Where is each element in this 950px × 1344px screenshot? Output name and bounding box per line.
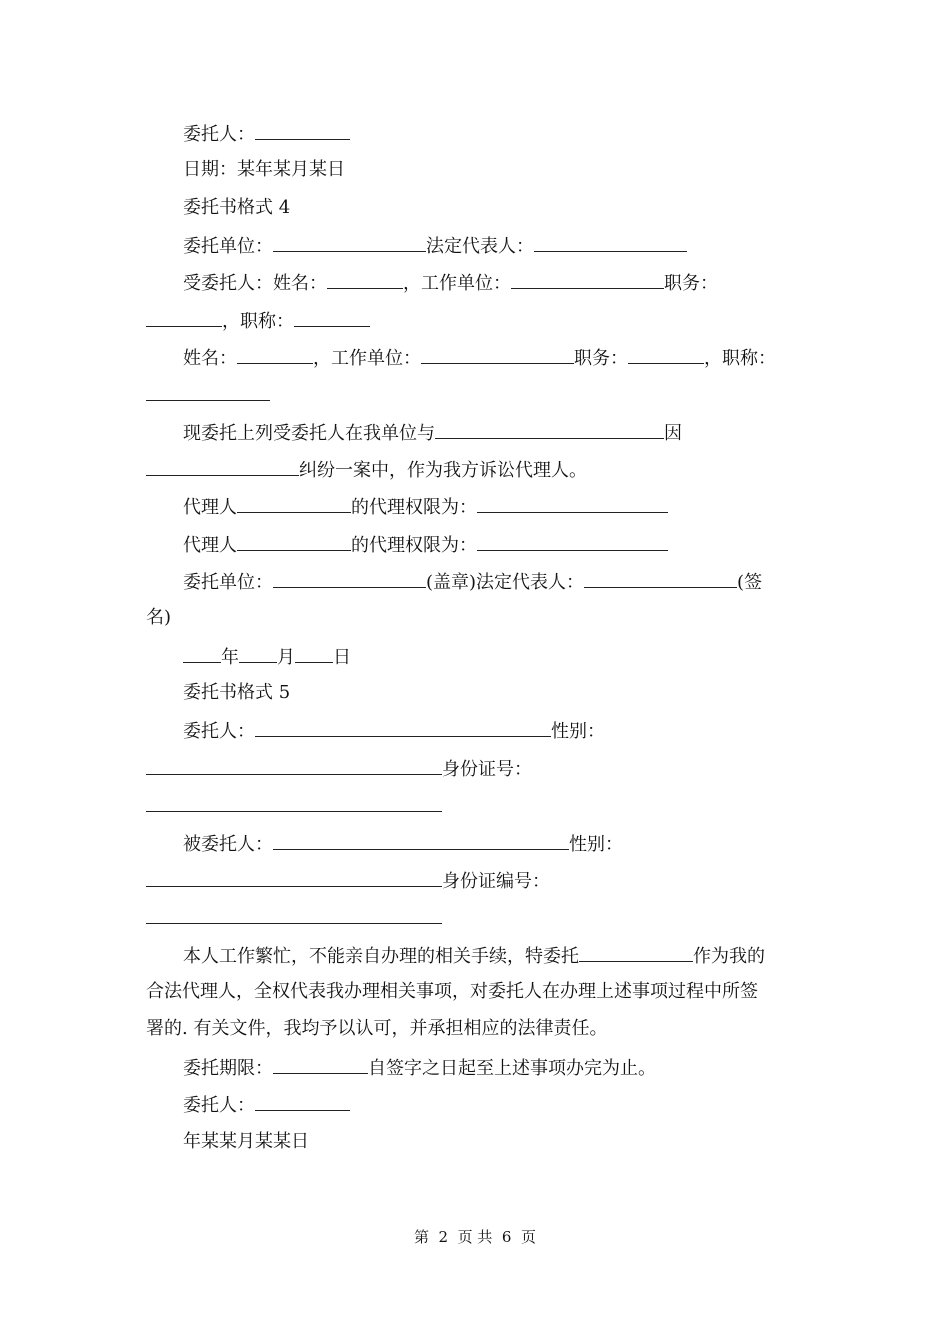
agent-blank	[237, 532, 351, 551]
unit-blank	[273, 569, 426, 588]
term-label: 委托期限：	[183, 1058, 273, 1079]
agent2-workplace-blank	[421, 345, 574, 364]
doc-line-trustee-id-cont	[146, 905, 442, 931]
agent-title-blank	[294, 308, 370, 327]
trustee-label: 被委托人：	[183, 834, 273, 855]
doc-line-seal-signature-cont: 名)	[146, 607, 172, 628]
authority-blank	[477, 532, 668, 551]
dispute-text: 纠纷一案中，作为我方诉讼代理人。	[299, 460, 587, 481]
doc-line-statement-1	[183, 943, 765, 969]
agent-title-label: ，职称：	[222, 311, 294, 332]
seal-representative-label: (盖章)法定代表人：	[426, 572, 585, 593]
principal-label: 委托人：	[183, 1095, 255, 1116]
doc-line-seal-signature	[183, 569, 762, 595]
doc-line-trustee-id	[146, 868, 550, 894]
year-label: 年	[221, 647, 239, 668]
agent-workplace-blank	[511, 270, 664, 289]
doc-line-principal-gender	[183, 718, 605, 744]
agent2-name-label: 姓名：	[183, 348, 237, 369]
statement-text: 本人工作繁忙，不能亲自办理的相关手续，特委托	[183, 946, 579, 967]
doc-line-agent-authority-1	[183, 494, 668, 520]
agent2-name-blank	[237, 345, 313, 364]
representative-label: 法定代表人：	[426, 236, 534, 257]
doc-line-agent-1-cont	[146, 308, 370, 334]
representative-blank	[534, 233, 687, 252]
principal-blank	[255, 718, 551, 737]
agent-label: 代理人	[183, 497, 237, 518]
trustee-blank	[273, 831, 569, 850]
agent-position-blank	[146, 308, 222, 327]
agent2-title-blank	[146, 382, 270, 401]
doc-line-trustee-gender	[183, 831, 623, 857]
representative-blank	[584, 569, 737, 588]
month-label: 月	[277, 647, 295, 668]
entrust-text: 现委托上列受委托人在我单位与	[183, 423, 435, 444]
authority-label: 的代理权限为：	[351, 535, 477, 556]
agent2-title-label: ，职称：	[704, 348, 776, 369]
doc-line-entrust	[183, 420, 682, 446]
authority-blank	[477, 494, 668, 513]
year-blank	[183, 644, 221, 663]
month-blank	[239, 644, 277, 663]
id-label: 身份证号：	[442, 759, 532, 780]
id-number-blank	[146, 905, 442, 924]
id-number-label: 身份证编号：	[442, 871, 550, 892]
term-blank	[273, 1055, 368, 1074]
gender-blank	[146, 756, 442, 775]
agent2-position-blank	[628, 345, 704, 364]
doc-line-principal-sign	[183, 1092, 350, 1118]
unit-blank	[273, 233, 426, 252]
gender-label: 性别：	[551, 721, 605, 742]
doc-line-agent-authority-2	[183, 532, 668, 558]
agent-name-label: 受委托人：姓名：	[183, 273, 327, 294]
principal-label: 委托人：	[183, 124, 255, 145]
agent-name-blank	[327, 270, 403, 289]
agent-position-label: 职务：	[664, 273, 718, 294]
doc-line-principal	[183, 121, 350, 147]
agent-blank	[237, 494, 351, 513]
doc-line-statement-3: 署的. 有关文件，我均予以认可，并承担相应的法律责任。	[146, 1018, 608, 1039]
agent2-workplace-label: ，工作单位：	[313, 348, 421, 369]
doc-line-date: 日期：某年某月某日	[183, 159, 345, 180]
principal-blank	[255, 121, 350, 140]
agent-workplace-label: ，工作单位：	[403, 273, 511, 294]
doc-line-entrust-cont	[146, 457, 587, 483]
agent2-position-label: 职务：	[574, 348, 628, 369]
doc-line-unit-representative	[183, 233, 687, 259]
doc-line-agent-2-cont	[146, 382, 270, 408]
doc-line-final-date: 年某某月某某日	[183, 1131, 309, 1152]
doc-line-principal-id	[146, 756, 532, 782]
principal-label: 委托人：	[183, 721, 255, 742]
principal-blank	[255, 1092, 350, 1111]
entrusted-person-blank	[579, 943, 693, 962]
page-footer: 第 2 页 共 6 页	[414, 1228, 536, 1246]
doc-line-principal-id-cont	[146, 793, 442, 819]
doc-line-term	[183, 1055, 656, 1081]
statement-as-my: 作为我的	[693, 946, 765, 967]
doc-line-agent-2	[183, 345, 776, 371]
dispute-blank	[146, 457, 299, 476]
section-heading-format-4: 委托书格式 4	[183, 197, 291, 218]
authority-label: 的代理权限为：	[351, 497, 477, 518]
day-label: 日	[333, 647, 351, 668]
section-heading-format-5: 委托书格式 5	[183, 682, 291, 703]
entrust-party-blank	[435, 420, 664, 439]
unit-label: 委托单位：	[183, 236, 273, 257]
doc-line-agent-1	[183, 270, 718, 296]
gender-label: 性别：	[569, 834, 623, 855]
day-blank	[295, 644, 333, 663]
doc-line-date-blanks	[183, 644, 351, 670]
signature-open: (签	[737, 572, 763, 593]
entrust-because: 因	[664, 423, 682, 444]
agent-label: 代理人	[183, 535, 237, 556]
unit-label: 委托单位：	[183, 572, 273, 593]
gender-blank	[146, 868, 442, 887]
term-text: 自签字之日起至上述事项办完为止。	[368, 1058, 656, 1079]
doc-line-statement-2: 合法代理人，全权代表我办理相关事项，对委托人在办理上述事项过程中所签	[146, 981, 758, 1002]
id-blank	[146, 793, 442, 812]
